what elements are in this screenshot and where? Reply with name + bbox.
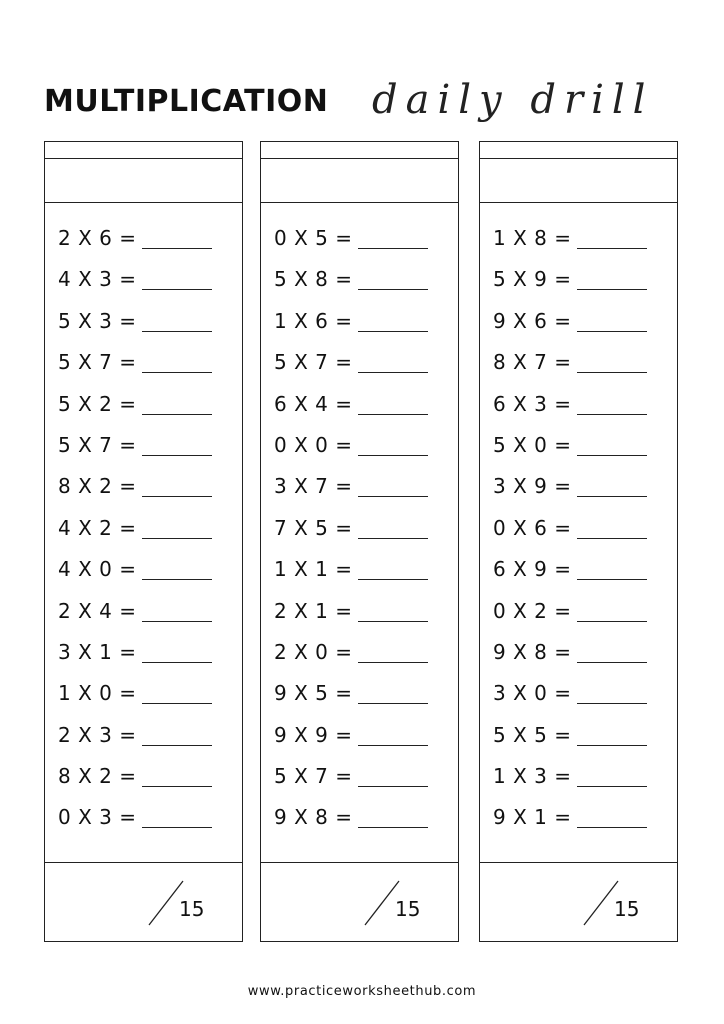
answer-blank[interactable]	[577, 703, 647, 704]
problem-row	[480, 344, 677, 385]
answer-blank[interactable]	[142, 786, 212, 787]
answer-blank[interactable]	[142, 703, 212, 704]
problem-row	[45, 799, 242, 840]
problem-row	[45, 427, 242, 468]
problem-expression: 0 X 0 =	[274, 432, 353, 457]
answer-blank[interactable]	[142, 538, 212, 539]
problem-expression: 1 X 0 =	[58, 681, 137, 706]
answer-blank[interactable]	[358, 331, 428, 332]
answer-blank[interactable]	[577, 579, 647, 580]
problem-expression: 5 X 8 =	[274, 267, 353, 292]
problem-row	[45, 303, 242, 344]
worksheet-subtitle: daily drill	[372, 77, 654, 123]
problem-expression: 2 X 0 =	[274, 639, 353, 664]
drill-column-1	[44, 141, 243, 942]
answer-blank[interactable]	[577, 248, 647, 249]
score-box	[480, 862, 677, 941]
answer-blank[interactable]	[358, 745, 428, 746]
answer-blank[interactable]	[142, 248, 212, 249]
problem-row	[480, 261, 677, 302]
problem-row	[261, 344, 458, 385]
answer-blank[interactable]	[577, 786, 647, 787]
answer-blank[interactable]	[577, 745, 647, 746]
problem-row	[45, 510, 242, 551]
problem-expression: 2 X 1 =	[274, 598, 353, 623]
problem-expression: 6 X 4 =	[274, 391, 353, 416]
problem-row	[45, 386, 242, 427]
problem-row	[45, 220, 242, 261]
problem-expression: 2 X 3 =	[58, 722, 137, 747]
column-top-strip	[480, 142, 677, 159]
problem-row	[261, 510, 458, 551]
problem-expression: 2 X 6 =	[58, 226, 137, 250]
problem-row	[480, 551, 677, 592]
problem-row	[45, 468, 242, 509]
problem-expression: 3 X 1 =	[58, 639, 137, 664]
problem-expression: 3 X 9 =	[493, 474, 572, 499]
problem-expression: 9 X 1 =	[493, 805, 572, 830]
answer-blank[interactable]	[358, 827, 428, 828]
problem-expression: 5 X 9 =	[493, 267, 572, 292]
problem-row	[261, 427, 458, 468]
column-top-strip	[45, 142, 242, 159]
problem-row	[480, 386, 677, 427]
problem-expression: 0 X 6 =	[493, 515, 572, 540]
problem-row	[261, 675, 458, 716]
problem-expression: 8 X 2 =	[58, 474, 137, 499]
answer-blank[interactable]	[577, 331, 647, 332]
answer-blank[interactable]	[142, 496, 212, 497]
answer-blank[interactable]	[577, 827, 647, 828]
problem-expression: 5 X 2 =	[58, 391, 137, 416]
problem-row	[45, 675, 242, 716]
problem-expression: 1 X 6 =	[274, 308, 353, 333]
problem-expression: 5 X 0 =	[493, 432, 572, 457]
problem-expression: 5 X 7 =	[58, 432, 137, 457]
answer-blank[interactable]	[142, 745, 212, 746]
problem-expression: 6 X 3 =	[493, 391, 572, 416]
answer-blank[interactable]	[577, 496, 647, 497]
problem-list	[45, 220, 242, 841]
score-box	[45, 862, 242, 941]
problem-expression: 6 X 9 =	[493, 557, 572, 582]
problem-expression: 1 X 1 =	[274, 557, 353, 582]
score-box	[261, 862, 458, 941]
answer-blank[interactable]	[577, 289, 647, 290]
problem-expression: 4 X 2 =	[58, 515, 137, 540]
answer-blank[interactable]	[358, 786, 428, 787]
answer-blank[interactable]	[358, 538, 428, 539]
problem-row	[45, 758, 242, 799]
answer-blank[interactable]	[358, 703, 428, 704]
problem-expression: 9 X 6 =	[493, 308, 572, 333]
problem-expression: 2 X 4 =	[58, 598, 137, 623]
problem-row	[261, 220, 458, 261]
problem-expression: 3 X 0 =	[493, 681, 572, 706]
problem-expression: 5 X 7 =	[58, 350, 137, 375]
problem-row	[261, 799, 458, 840]
problem-expression: 4 X 0 =	[58, 557, 137, 582]
problem-row	[261, 551, 458, 592]
drill-column-2	[260, 141, 459, 942]
answer-blank[interactable]	[358, 372, 428, 373]
problem-expression: 9 X 8 =	[274, 805, 353, 830]
problem-expression: 1 X 8 =	[493, 226, 572, 250]
answer-blank[interactable]	[142, 827, 212, 828]
problem-expression: 0 X 5 =	[274, 226, 353, 250]
problem-expression: 5 X 7 =	[274, 764, 353, 789]
answer-blank[interactable]	[358, 662, 428, 663]
problem-expression: 8 X 2 =	[58, 764, 137, 789]
answer-blank[interactable]	[577, 538, 647, 539]
problem-row	[480, 634, 677, 675]
problem-row	[261, 717, 458, 758]
problem-row	[45, 593, 242, 634]
answer-blank[interactable]	[358, 414, 428, 415]
column-top-strip	[261, 142, 458, 159]
problem-row	[261, 634, 458, 675]
answer-blank[interactable]	[577, 455, 647, 456]
answer-blank[interactable]	[142, 414, 212, 415]
answer-blank[interactable]	[142, 331, 212, 332]
drill-column-3	[479, 141, 678, 942]
problem-row	[261, 386, 458, 427]
footer-url: www.practiceworksheethub.com	[247, 984, 477, 999]
answer-blank[interactable]	[577, 621, 647, 622]
problem-list	[261, 220, 458, 841]
answer-blank[interactable]	[358, 496, 428, 497]
problem-row	[480, 220, 677, 261]
answer-blank[interactable]	[142, 289, 212, 290]
problem-row	[261, 758, 458, 799]
answer-blank[interactable]	[358, 248, 428, 249]
answer-blank[interactable]	[577, 372, 647, 373]
problem-expression: 5 X 5 =	[493, 722, 572, 747]
problem-expression: 9 X 9 =	[274, 722, 353, 747]
problem-row	[45, 551, 242, 592]
answer-blank[interactable]	[577, 414, 647, 415]
problem-expression: 7 X 5 =	[274, 515, 353, 540]
answer-blank[interactable]	[142, 579, 212, 580]
problem-list	[480, 220, 677, 841]
answer-blank[interactable]	[358, 289, 428, 290]
name-field[interactable]	[261, 158, 458, 203]
problem-row	[45, 717, 242, 758]
problem-expression: 1 X 3 =	[493, 764, 572, 789]
answer-blank[interactable]	[142, 455, 212, 456]
worksheet-title: MULTIPLICATION	[44, 84, 329, 119]
problem-row	[480, 427, 677, 468]
problem-expression: 9 X 5 =	[274, 681, 353, 706]
problem-row	[480, 758, 677, 799]
answer-blank[interactable]	[577, 662, 647, 663]
problem-expression: 5 X 7 =	[274, 350, 353, 375]
answer-blank[interactable]	[142, 372, 212, 373]
answer-blank[interactable]	[358, 579, 428, 580]
problem-expression: 4 X 3 =	[58, 267, 137, 292]
problem-expression: 8 X 7 =	[493, 350, 572, 375]
answer-blank[interactable]	[358, 621, 428, 622]
name-field[interactable]	[480, 158, 677, 203]
problem-row	[480, 799, 677, 840]
problem-expression: 9 X 8 =	[493, 639, 572, 664]
problem-expression: 5 X 3 =	[58, 308, 137, 333]
problem-row	[480, 717, 677, 758]
answer-blank[interactable]	[358, 455, 428, 456]
answer-blank[interactable]	[142, 662, 212, 663]
problem-expression: 0 X 2 =	[493, 598, 572, 623]
problem-expression: 3 X 7 =	[274, 474, 353, 499]
score-total: 15	[395, 897, 421, 921]
problem-row	[261, 468, 458, 509]
answer-blank[interactable]	[142, 621, 212, 622]
problem-row	[480, 510, 677, 551]
problem-expression: 0 X 3 =	[58, 805, 137, 830]
problem-row	[480, 593, 677, 634]
problem-row	[45, 344, 242, 385]
problem-row	[480, 675, 677, 716]
score-total: 15	[179, 897, 205, 921]
problem-row	[480, 468, 677, 509]
problem-row	[261, 593, 458, 634]
problem-row	[45, 261, 242, 302]
problem-row	[480, 303, 677, 344]
problem-row	[261, 261, 458, 302]
score-total: 15	[614, 897, 640, 921]
problem-row	[261, 303, 458, 344]
problem-row	[45, 634, 242, 675]
name-field[interactable]	[45, 158, 242, 203]
